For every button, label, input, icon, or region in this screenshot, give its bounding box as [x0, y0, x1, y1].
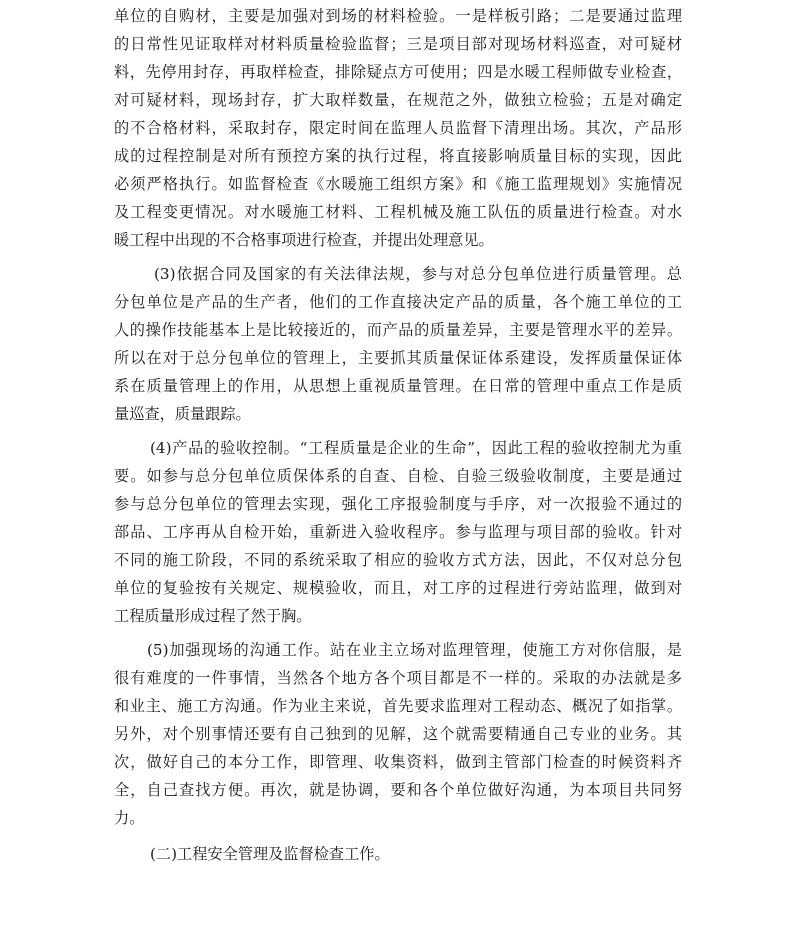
text-line: 工程质量形成过程了然于胸。: [114, 607, 312, 625]
text-line: 次，做好自己的本分工作，即管理、收集资料，做到主管部门检查的时候资料齐: [114, 753, 682, 771]
text-line: 人的操作技能基本上是比较接近的，而产品的质量差异，主要是管理水平的差异。: [114, 321, 682, 339]
text-line: 成的过程控制是对所有预控方案的执行过程，将直接影响质量目标的实现，因此: [114, 147, 682, 165]
text-line: 的不合格材料，采取封存，限定时间在监理人员监督下清理出场。其次，产品形: [114, 119, 682, 137]
text-line: 分包单位是产品的生产者，他们的工作直接决定产品的质量，各个施工单位的工: [114, 293, 682, 311]
text-line: 料，先停用封存，再取样检查，排除疑点方可使用；四是水暖工程师做专业检查，: [114, 63, 682, 81]
text-line: 力。: [114, 809, 145, 827]
text-line: 暖工程中出现的不合格事项进行检查，并提出处理意见。: [114, 231, 494, 249]
section-heading: (二)工程安全管理及监督检查工作。: [150, 845, 390, 863]
text-line: 另外，对个别事情还要有自己独到的见解，这个就需要精通自己专业的业务。其: [114, 725, 682, 743]
paragraph-start-line: (3)依据合同及国家的有关法律法规，参与对总分包单位进行质量管理。总: [154, 265, 682, 283]
text-line: 系在质量管理上的作用，从思想上重视质量管理。在日常的管理中重点工作是质: [114, 377, 682, 395]
text-line: 量巡查，质量跟踪。: [114, 405, 251, 423]
text-line: 不同的施工阶段，不同的系统采取了相应的验收方式方法，因此，不仅对总分包: [114, 551, 682, 569]
text-line: 参与总分包单位的管理去实现，强化工序报验制度与手序，对一次报验不通过的: [114, 495, 682, 513]
text-line: 的日常性见证取样对材料质量检验监督；三是项目部对现场材料巡查，对可疑材: [114, 35, 682, 53]
text-line: 要。如参与总分包单位质保体系的自查、自检、自验三级验收制度，主要是通过: [114, 467, 682, 485]
text-line: 和业主、施工方沟通。作为业主来说，首先要求监理对工程动态、概况了如指掌。: [114, 697, 682, 715]
text-line: 全，自己查找方便。再次，就是协调，要和各个单位做好沟通，为本项目共同努: [114, 781, 682, 799]
text-line: 对可疑材料，现场封存，扩大取样数量，在规范之外，做独立检验；五是对确定: [114, 91, 682, 109]
paragraph-start-line: (5)加强现场的沟通工作。站在业主立场对监理管理，使施工方对你信服，是: [147, 641, 682, 659]
text-line: 部品、工序再从自检开始，重新进入验收程序。参与监理与项目部的验收。针对: [114, 523, 682, 541]
paragraph-start-line: (4)产品的验收控制。“工程质量是企业的生命”，因此工程的验收控制尤为重: [150, 439, 682, 457]
text-line: 单位的复验按有关规定、规模验收，而且，对工序的过程进行旁站监理，做到对: [114, 579, 682, 597]
text-line: 必须严格执行。如监督检查《水暖施工组织方案》和《施工监理规划》实施情况: [114, 175, 682, 193]
text-line: 单位的自购材，主要是加强对到场的材料检验。一是样板引路；二是要通过监理: [114, 7, 682, 25]
text-line: 很有难度的一件事情，当然各个地方各个项目都是不一样的。采取的办法就是多: [114, 669, 682, 687]
text-line: 及工程变更情况。对水暖施工材料、工程机械及施工队伍的质量进行检查。对水: [114, 203, 682, 221]
text-line: 所以在对于总分包单位的管理上，主要抓其质量保证体系建设，发挥质量保证体: [114, 349, 682, 367]
